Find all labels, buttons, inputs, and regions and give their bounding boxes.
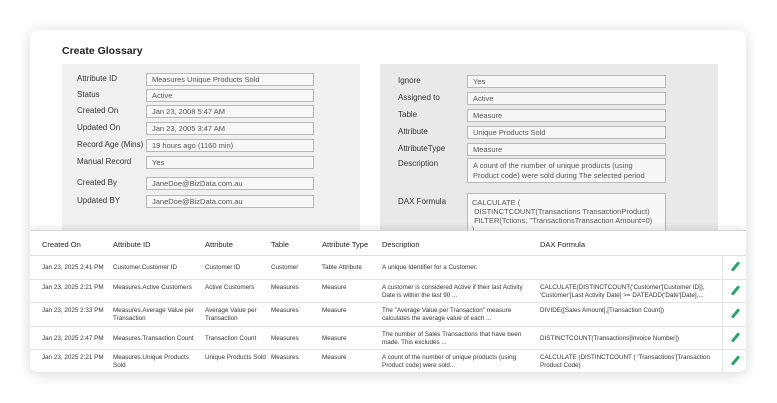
- field-label: Assigned to: [398, 93, 440, 102]
- field-updated-by: [62, 195, 360, 209]
- created-on-field[interactable]: Jan 23, 2008 5:47 AM: [146, 105, 314, 118]
- field-created-by: [62, 177, 360, 191]
- column-header-created-on[interactable]: Created On: [42, 240, 81, 249]
- field-label: Attribute ID: [77, 74, 118, 83]
- description-field[interactable]: A count of the number of unique products (using Product code) were sold during The selected period: [467, 158, 666, 183]
- cell-table: Measures: [271, 283, 299, 291]
- cell-table: Measures: [271, 334, 299, 342]
- table-row[interactable]: [30, 303, 746, 327]
- cell-table: Measures: [271, 354, 299, 361]
- table-header: [30, 231, 746, 256]
- pencil-icon[interactable]: [730, 309, 740, 319]
- dax-formula-field[interactable]: CALCULATE ( DISTINCTCOUNT(Transactions TransactionProduct) FILTER(Tctions, "TransactionsTransaction Amount=0): [467, 193, 666, 235]
- create-glossary-card: [30, 30, 746, 372]
- updated-by-field[interactable]: JaneDoe@BizData.com.au: [146, 195, 314, 208]
- cell-attribute-type: Measure: [322, 354, 347, 361]
- cell-created-on: Jan 23, 2025 2:41 PM: [42, 264, 104, 271]
- cell-attribute-id: Measures.Unique Products Sold: [113, 354, 189, 369]
- field-label: Updated BY: [77, 196, 121, 205]
- created-by-field[interactable]: JaneDoe@BizData.com.au: [146, 177, 314, 190]
- column-header-attribute-id[interactable]: Attribute ID: [113, 240, 151, 249]
- pencil-icon[interactable]: [730, 262, 740, 272]
- cell-dax-formula: CALCULATE (DISTINCTCOUNT ( 'Transactions'[Transaction Product Code): [540, 354, 711, 369]
- edit-cell: [722, 280, 746, 303]
- cell-attribute: Transaction Count: [205, 334, 257, 342]
- attribute-field[interactable]: Unique Products Sold: [467, 126, 666, 139]
- field-label: Attribute: [398, 127, 428, 136]
- field-record-age: [62, 139, 360, 153]
- cell-description: A customer is considered Active if their last Activity Date is within the last 90 ...: [382, 283, 523, 299]
- cell-dax-formula: DIVIDE([Sales Amount],[Transaction Count]): [540, 307, 665, 314]
- field-label: Created On: [77, 106, 119, 115]
- cell-dax-formula: CALCULATE(DISTINCTCOUNT('Customer'[Customer ID]), 'Customer'[Last Activity Date] >= DATEADD('Date'[Date],...: [540, 283, 705, 299]
- pencil-icon[interactable]: [730, 286, 740, 296]
- field-label: Table: [398, 110, 418, 119]
- field-label: Manual Record: [77, 157, 132, 166]
- cell-table: Customer: [271, 264, 299, 271]
- record-age-field[interactable]: 19 hours ago (1160 min): [146, 139, 314, 152]
- cell-attribute-type: Measure: [322, 307, 347, 314]
- table-row[interactable]: [30, 256, 746, 280]
- column-header-description[interactable]: Description: [382, 240, 420, 249]
- cell-dax-formula: DISTINCTCOUNT(Transactions[Invoice Number]): [540, 334, 680, 342]
- edit-cell: [722, 303, 746, 326]
- field-manual-record: [62, 156, 360, 170]
- cell-attribute-id: Measures.Active Customers: [113, 283, 192, 291]
- edit-cell: [722, 350, 746, 372]
- cell-table: Measures: [271, 307, 299, 314]
- cell-attribute-type: Table Attribute: [322, 264, 362, 271]
- cell-description: A count of the number of unique products (using Product code) were sold...: [382, 354, 517, 369]
- field-assigned-to: [380, 92, 718, 106]
- cell-attribute-id: Measures.Average Value per Transaction: [113, 307, 194, 322]
- cell-attribute-type: Measure: [322, 334, 347, 342]
- updated-on-field[interactable]: Jan 23, 2005 3:47 AM: [146, 122, 314, 135]
- cell-attribute: Active Customers: [205, 283, 255, 291]
- attribute-type-field[interactable]: Measure: [467, 143, 666, 156]
- cell-attribute-type: Measure: [322, 283, 347, 291]
- edit-cell: [722, 327, 746, 350]
- cell-attribute-id: Customer.Customer ID: [113, 264, 178, 271]
- column-header-attribute-type[interactable]: Attribute Type: [322, 240, 369, 249]
- pencil-icon[interactable]: [730, 333, 740, 343]
- field-label: Status: [77, 90, 100, 99]
- manual-record-field[interactable]: Yes: [146, 156, 314, 169]
- status-field[interactable]: Active: [146, 89, 314, 102]
- table-row[interactable]: [30, 327, 746, 351]
- glossary-table: [30, 230, 746, 372]
- cell-attribute-id: Measures.Transaction Count: [113, 334, 194, 342]
- cell-created-on: Jan 23, 2025 2:21 PM: [42, 354, 104, 361]
- field-label: Ignore: [398, 76, 421, 85]
- column-header-table[interactable]: Table: [271, 240, 289, 249]
- field-label: DAX Formula: [398, 197, 447, 206]
- table-row[interactable]: [30, 350, 746, 372]
- attribute-id-field[interactable]: Measures Unique Products Sold: [146, 73, 314, 86]
- cell-description: The "Average Value per Transaction" measure calculates the average value of each ...: [382, 307, 512, 322]
- cell-description: The number of Sales Transactions that have been made. This excludes ...: [382, 330, 522, 346]
- page-title: Create Glossary: [62, 45, 143, 57]
- column-header-dax-formula[interactable]: DAX Formula: [540, 240, 586, 249]
- cell-description: A unique Identifier for a Customer.: [382, 264, 478, 271]
- field-updated-on: [62, 122, 360, 136]
- field-created-on: [62, 105, 360, 119]
- field-dax-formula: [380, 193, 718, 225]
- field-label: AttributeType: [398, 144, 446, 153]
- field-table: [380, 109, 718, 123]
- cell-created-on: Jan 23, 2025 2:47 PM: [42, 334, 104, 342]
- field-attribute-type: [380, 143, 718, 157]
- field-attribute: [380, 126, 718, 140]
- field-description: [380, 158, 718, 180]
- cell-attribute: Unique Products Sold: [205, 354, 266, 361]
- field-attribute-id: [62, 73, 360, 87]
- table-field[interactable]: Measure: [467, 109, 666, 122]
- field-label: Description: [398, 159, 439, 168]
- field-ignore: [380, 75, 718, 89]
- cell-attribute: Average Value per Transaction: [205, 307, 257, 322]
- edit-cell: [722, 256, 746, 279]
- pencil-icon[interactable]: [730, 356, 740, 366]
- field-label: Updated On: [77, 123, 121, 132]
- field-label: Record Age (Mins): [77, 140, 144, 149]
- cell-attribute: Customer ID: [205, 264, 241, 271]
- table-row[interactable]: [30, 280, 746, 304]
- field-label: Created By: [77, 178, 118, 187]
- assigned-to-field[interactable]: Active: [467, 92, 666, 105]
- ignore-field[interactable]: Yes: [467, 75, 666, 88]
- details-panel-left: [62, 64, 360, 250]
- column-header-attribute[interactable]: Attribute: [205, 240, 233, 249]
- field-status: [62, 89, 360, 103]
- cell-created-on: Jan 23, 2025 2:21 PM: [42, 283, 104, 291]
- cell-created-on: Jan 23, 2025 2:33 PM: [42, 307, 104, 314]
